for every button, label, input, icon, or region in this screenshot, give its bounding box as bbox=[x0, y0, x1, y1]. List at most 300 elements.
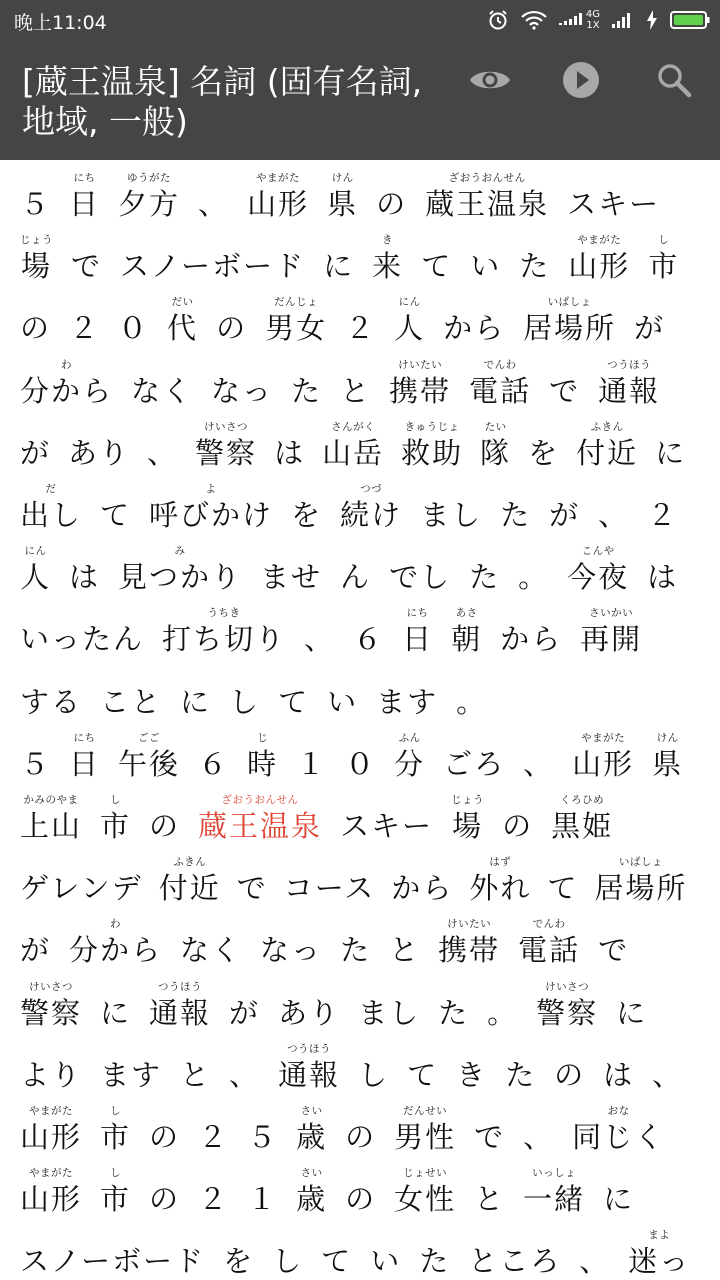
word[interactable] bbox=[118, 296, 149, 346]
word[interactable] bbox=[523, 1167, 585, 1217]
word[interactable] bbox=[470, 234, 501, 284]
word[interactable] bbox=[247, 1167, 278, 1217]
word[interactable] bbox=[598, 359, 660, 409]
word[interactable] bbox=[265, 296, 327, 346]
word[interactable] bbox=[100, 1167, 131, 1217]
word[interactable] bbox=[443, 732, 505, 782]
word[interactable] bbox=[327, 670, 358, 720]
word[interactable] bbox=[419, 1229, 450, 1279]
word[interactable] bbox=[603, 1043, 634, 1093]
word[interactable] bbox=[594, 856, 687, 906]
word[interactable] bbox=[211, 359, 273, 409]
word-text: 今夜 bbox=[567, 560, 630, 595]
word[interactable] bbox=[322, 421, 384, 471]
word[interactable] bbox=[100, 981, 131, 1031]
word[interactable] bbox=[616, 981, 647, 1031]
text-line bbox=[20, 160, 678, 222]
furigana bbox=[71, 234, 102, 248]
word[interactable] bbox=[438, 981, 469, 1031]
word[interactable] bbox=[370, 1229, 401, 1279]
word[interactable] bbox=[523, 1105, 554, 1155]
word-text: を bbox=[291, 498, 323, 532]
word-text: 歳 bbox=[296, 1182, 328, 1217]
furigana: だい bbox=[171, 296, 194, 309]
furigana bbox=[229, 1043, 260, 1057]
word[interactable] bbox=[456, 670, 487, 720]
furigana: わ bbox=[61, 358, 72, 371]
word[interactable] bbox=[394, 732, 425, 782]
word[interactable] bbox=[358, 1043, 389, 1093]
word[interactable] bbox=[340, 794, 433, 844]
word[interactable] bbox=[278, 981, 340, 1031]
word[interactable] bbox=[237, 856, 268, 906]
word[interactable] bbox=[647, 483, 678, 533]
word-text: の bbox=[376, 187, 408, 221]
word[interactable] bbox=[425, 172, 549, 222]
furigana bbox=[502, 794, 533, 808]
word[interactable] bbox=[401, 421, 463, 471]
word[interactable] bbox=[20, 1105, 82, 1155]
word-text: 分 bbox=[394, 746, 426, 781]
word[interactable] bbox=[480, 421, 511, 471]
furigana bbox=[20, 1229, 205, 1243]
word[interactable] bbox=[376, 172, 407, 222]
word[interactable] bbox=[340, 359, 371, 409]
word-text: に bbox=[100, 995, 132, 1030]
network-4g-label: 4G bbox=[585, 9, 600, 20]
word-text: は bbox=[603, 1057, 635, 1092]
word-text: スノーボード bbox=[20, 1244, 206, 1279]
word[interactable] bbox=[523, 296, 616, 346]
furigana bbox=[456, 1043, 487, 1057]
word[interactable] bbox=[572, 1105, 665, 1155]
app-toolbar bbox=[0, 40, 720, 160]
word[interactable] bbox=[321, 1229, 352, 1279]
word[interactable] bbox=[20, 296, 51, 346]
furigana: じょせい bbox=[403, 1167, 448, 1180]
word[interactable] bbox=[536, 981, 598, 1031]
word-text: 、 bbox=[652, 1057, 684, 1092]
furigana bbox=[100, 981, 131, 995]
word[interactable] bbox=[469, 359, 531, 409]
word[interactable] bbox=[20, 670, 82, 720]
word[interactable] bbox=[20, 856, 143, 906]
word-text: 、 bbox=[598, 498, 630, 532]
word[interactable] bbox=[451, 607, 482, 657]
furigana: ふん bbox=[398, 731, 421, 744]
word[interactable] bbox=[69, 545, 100, 595]
furigana: にち bbox=[73, 172, 96, 184]
word[interactable] bbox=[272, 1229, 303, 1279]
word[interactable] bbox=[229, 670, 260, 720]
furigana bbox=[198, 172, 229, 186]
word[interactable] bbox=[576, 421, 638, 471]
furigana bbox=[652, 1043, 683, 1057]
word[interactable] bbox=[500, 607, 562, 657]
word-text: 、 bbox=[523, 746, 555, 781]
word[interactable] bbox=[20, 1043, 82, 1093]
furigana bbox=[149, 1105, 180, 1119]
word[interactable] bbox=[549, 483, 580, 533]
word[interactable] bbox=[345, 732, 376, 782]
word[interactable] bbox=[71, 234, 102, 284]
word[interactable] bbox=[69, 296, 100, 346]
search-icon bbox=[656, 62, 692, 102]
word[interactable] bbox=[655, 421, 686, 471]
word[interactable] bbox=[260, 918, 322, 968]
word-text: た bbox=[500, 498, 532, 532]
word-text: の bbox=[554, 1057, 586, 1092]
word[interactable] bbox=[100, 670, 162, 720]
word[interactable] bbox=[223, 1229, 254, 1279]
word[interactable] bbox=[528, 421, 559, 471]
word[interactable] bbox=[523, 732, 554, 782]
play-button[interactable] bbox=[557, 58, 605, 106]
word-text: スキー bbox=[567, 187, 661, 221]
word-text: 、 bbox=[523, 1120, 555, 1154]
word-text: 、 bbox=[229, 1057, 261, 1092]
word[interactable] bbox=[469, 856, 531, 906]
word-text: て bbox=[278, 684, 310, 719]
word[interactable] bbox=[568, 234, 630, 284]
word[interactable] bbox=[580, 607, 642, 657]
word[interactable] bbox=[549, 359, 580, 409]
word-text: 山形 bbox=[247, 187, 310, 221]
word[interactable] bbox=[394, 296, 425, 346]
word[interactable] bbox=[451, 794, 484, 844]
word[interactable] bbox=[407, 1043, 438, 1093]
word[interactable] bbox=[100, 1043, 162, 1093]
furigana bbox=[389, 918, 420, 932]
word[interactable] bbox=[149, 794, 180, 844]
word[interactable] bbox=[500, 483, 531, 533]
furigana bbox=[579, 1229, 610, 1243]
word[interactable] bbox=[547, 856, 578, 906]
word-text: 続け bbox=[340, 498, 403, 532]
word[interactable] bbox=[394, 1105, 456, 1155]
word-text: 外れ bbox=[469, 871, 532, 906]
word-text: い bbox=[327, 684, 359, 719]
furigana bbox=[443, 296, 505, 310]
word[interactable] bbox=[149, 1105, 180, 1155]
word[interactable] bbox=[20, 918, 51, 968]
word[interactable] bbox=[469, 545, 500, 595]
word[interactable] bbox=[421, 234, 452, 284]
eye-button[interactable] bbox=[466, 58, 514, 106]
word[interactable] bbox=[304, 607, 335, 657]
furigana bbox=[469, 545, 500, 559]
furigana: やまがた bbox=[581, 731, 626, 744]
word[interactable] bbox=[69, 172, 100, 222]
word-text: 分から bbox=[20, 373, 114, 408]
word-text: を bbox=[223, 1244, 255, 1279]
word-text: 蔵王温泉 bbox=[425, 187, 550, 221]
word-text: あり bbox=[68, 435, 131, 470]
word[interactable] bbox=[296, 1167, 327, 1217]
word[interactable] bbox=[20, 545, 51, 595]
word[interactable] bbox=[340, 545, 371, 595]
word[interactable] bbox=[474, 1105, 505, 1155]
word[interactable] bbox=[100, 1105, 131, 1155]
word-text: ゲレンデ bbox=[20, 871, 143, 906]
word[interactable] bbox=[147, 421, 178, 471]
search-button[interactable] bbox=[650, 58, 698, 106]
word[interactable] bbox=[345, 1105, 376, 1155]
word[interactable] bbox=[198, 1167, 229, 1217]
word[interactable] bbox=[20, 483, 82, 533]
word[interactable] bbox=[579, 1229, 610, 1279]
word[interactable] bbox=[647, 545, 678, 595]
word-text: て bbox=[407, 1057, 439, 1092]
word[interactable] bbox=[69, 918, 162, 968]
word[interactable] bbox=[518, 918, 580, 968]
furigana bbox=[147, 421, 178, 435]
word-text: が bbox=[229, 995, 261, 1030]
word[interactable] bbox=[291, 483, 322, 533]
furigana: し bbox=[110, 1167, 122, 1180]
furigana bbox=[549, 483, 580, 497]
word[interactable] bbox=[247, 732, 278, 782]
word[interactable] bbox=[598, 483, 629, 533]
word-text: から bbox=[391, 871, 454, 906]
word[interactable] bbox=[652, 1043, 683, 1093]
word-text: 男女 bbox=[265, 311, 328, 346]
word[interactable] bbox=[394, 1167, 456, 1217]
word-text: 山岳 bbox=[322, 435, 385, 470]
word-text: た bbox=[469, 560, 501, 595]
word[interactable] bbox=[487, 981, 518, 1031]
battery-icon bbox=[670, 10, 710, 30]
word-text: で bbox=[598, 933, 630, 968]
word[interactable] bbox=[180, 918, 242, 968]
word-text: が bbox=[20, 435, 52, 470]
furigana: かみのやま bbox=[23, 794, 79, 806]
word-text: 、 bbox=[304, 622, 336, 657]
furigana bbox=[304, 607, 335, 621]
word-text: ２ bbox=[198, 1182, 230, 1217]
furigana bbox=[229, 981, 260, 995]
furigana: き bbox=[382, 234, 394, 247]
word[interactable] bbox=[420, 483, 482, 533]
word-text: 日 bbox=[402, 622, 434, 657]
word[interactable] bbox=[389, 359, 451, 409]
word-text: 居場所 bbox=[523, 311, 617, 346]
word[interactable] bbox=[327, 172, 358, 222]
word[interactable] bbox=[260, 545, 322, 595]
word[interactable] bbox=[648, 234, 679, 284]
furigana bbox=[284, 856, 376, 870]
furigana: つづ bbox=[360, 483, 383, 495]
word-text: い bbox=[470, 249, 502, 284]
word[interactable] bbox=[291, 359, 322, 409]
word[interactable] bbox=[118, 545, 242, 595]
word[interactable] bbox=[551, 794, 613, 844]
word[interactable] bbox=[353, 607, 384, 657]
furigana bbox=[278, 670, 309, 684]
furigana: はず bbox=[489, 856, 512, 869]
furigana bbox=[20, 856, 143, 870]
word-text: が bbox=[20, 933, 52, 968]
furigana: にち bbox=[73, 731, 96, 744]
word-text: なく bbox=[131, 373, 194, 408]
word[interactable] bbox=[284, 856, 376, 906]
furigana: やまがた bbox=[256, 172, 301, 184]
word-text: 付近 bbox=[158, 871, 221, 906]
furigana bbox=[20, 607, 144, 621]
word[interactable] bbox=[505, 1043, 536, 1093]
word[interactable] bbox=[20, 1229, 205, 1279]
word[interactable] bbox=[195, 421, 257, 471]
word[interactable] bbox=[598, 918, 629, 968]
word[interactable] bbox=[518, 545, 549, 595]
word[interactable] bbox=[20, 794, 82, 844]
word[interactable] bbox=[468, 1229, 561, 1279]
word[interactable] bbox=[20, 421, 51, 471]
word[interactable] bbox=[634, 296, 665, 346]
furigana bbox=[443, 732, 505, 746]
furigana bbox=[358, 981, 420, 995]
text-line bbox=[20, 969, 665, 1031]
word-text: 警察 bbox=[536, 995, 599, 1030]
furigana bbox=[211, 359, 273, 373]
word[interactable] bbox=[216, 296, 247, 346]
word[interactable] bbox=[118, 172, 180, 222]
word[interactable] bbox=[20, 1167, 82, 1217]
word-text: こと bbox=[100, 684, 163, 719]
word[interactable] bbox=[167, 296, 198, 346]
furigana bbox=[229, 670, 260, 684]
word-text: ２ bbox=[647, 498, 679, 532]
word-text: 通報 bbox=[278, 1057, 341, 1092]
word-text: 黒姫 bbox=[551, 809, 614, 843]
word[interactable] bbox=[229, 981, 260, 1031]
word[interactable] bbox=[120, 234, 305, 284]
word[interactable] bbox=[402, 607, 433, 657]
word[interactable] bbox=[278, 670, 309, 720]
word[interactable] bbox=[628, 1229, 690, 1279]
word[interactable] bbox=[572, 732, 634, 782]
word[interactable] bbox=[149, 1167, 180, 1217]
alarm-icon bbox=[487, 9, 509, 31]
text-line bbox=[20, 844, 703, 906]
word[interactable] bbox=[198, 1105, 229, 1155]
furigana bbox=[456, 670, 487, 684]
word[interactable] bbox=[20, 981, 82, 1031]
word[interactable] bbox=[159, 856, 221, 906]
word-text: ます bbox=[376, 684, 439, 719]
word[interactable] bbox=[20, 234, 53, 284]
word[interactable] bbox=[180, 670, 211, 720]
word[interactable] bbox=[198, 172, 229, 222]
word[interactable] bbox=[20, 359, 113, 409]
word[interactable] bbox=[391, 856, 453, 906]
word-text: 上山 bbox=[20, 809, 83, 843]
word[interactable] bbox=[180, 1043, 211, 1093]
furigana bbox=[647, 483, 678, 497]
word[interactable] bbox=[198, 732, 229, 782]
furigana bbox=[69, 296, 100, 310]
word[interactable] bbox=[131, 359, 193, 409]
word[interactable] bbox=[376, 670, 438, 720]
word[interactable] bbox=[389, 918, 420, 968]
word[interactable] bbox=[358, 981, 420, 1031]
word[interactable] bbox=[296, 732, 327, 782]
furigana: うちき bbox=[207, 607, 241, 620]
word-text: 打ち切り bbox=[162, 622, 287, 657]
word[interactable] bbox=[652, 732, 683, 782]
word[interactable] bbox=[567, 172, 660, 222]
furigana bbox=[518, 545, 549, 559]
highlighted-word[interactable] bbox=[198, 794, 322, 844]
word[interactable] bbox=[20, 732, 51, 782]
word[interactable] bbox=[456, 1043, 487, 1093]
word[interactable] bbox=[149, 981, 211, 1031]
word-text: 日 bbox=[69, 187, 101, 221]
word[interactable] bbox=[603, 1167, 634, 1217]
word[interactable] bbox=[519, 234, 550, 284]
word[interactable] bbox=[247, 1105, 278, 1155]
word-text: 場 bbox=[452, 809, 484, 843]
furigana bbox=[345, 1167, 376, 1181]
word[interactable] bbox=[389, 545, 451, 595]
furigana bbox=[198, 1167, 229, 1181]
word[interactable] bbox=[247, 172, 309, 222]
word[interactable] bbox=[118, 732, 180, 782]
furigana bbox=[598, 918, 629, 932]
word[interactable] bbox=[372, 234, 403, 284]
furigana bbox=[345, 732, 376, 746]
word[interactable] bbox=[474, 1167, 505, 1217]
word[interactable] bbox=[323, 234, 354, 284]
word[interactable] bbox=[149, 483, 273, 533]
word-text: 隊 bbox=[480, 435, 512, 470]
word[interactable] bbox=[345, 1167, 376, 1217]
word[interactable] bbox=[100, 483, 131, 533]
word-text: 山形 bbox=[20, 1182, 83, 1217]
word[interactable] bbox=[554, 1043, 585, 1093]
word[interactable] bbox=[162, 607, 286, 657]
word[interactable] bbox=[502, 794, 533, 844]
furigana: けん bbox=[331, 172, 354, 184]
furigana bbox=[100, 670, 162, 684]
text-line bbox=[20, 658, 505, 720]
word-text: 来 bbox=[372, 249, 404, 284]
word[interactable] bbox=[443, 296, 505, 346]
word[interactable] bbox=[20, 607, 144, 657]
furigana bbox=[20, 296, 51, 310]
word[interactable] bbox=[100, 794, 131, 844]
word[interactable] bbox=[274, 421, 305, 471]
text-line bbox=[20, 1217, 708, 1279]
word[interactable] bbox=[340, 483, 402, 533]
word-text: より bbox=[20, 1057, 83, 1092]
text-line bbox=[20, 409, 703, 471]
word-text: 男性 bbox=[394, 1120, 457, 1154]
word-text: は bbox=[274, 435, 306, 470]
word[interactable] bbox=[296, 1105, 327, 1155]
word[interactable] bbox=[278, 1043, 340, 1093]
word[interactable] bbox=[567, 545, 629, 595]
word[interactable] bbox=[345, 296, 376, 346]
word[interactable] bbox=[68, 421, 130, 471]
furigana bbox=[216, 296, 247, 310]
word-text: 時 bbox=[247, 746, 279, 781]
word[interactable] bbox=[69, 732, 100, 782]
word[interactable] bbox=[229, 1043, 260, 1093]
word[interactable] bbox=[340, 918, 371, 968]
word[interactable] bbox=[438, 918, 500, 968]
word[interactable] bbox=[20, 172, 51, 222]
